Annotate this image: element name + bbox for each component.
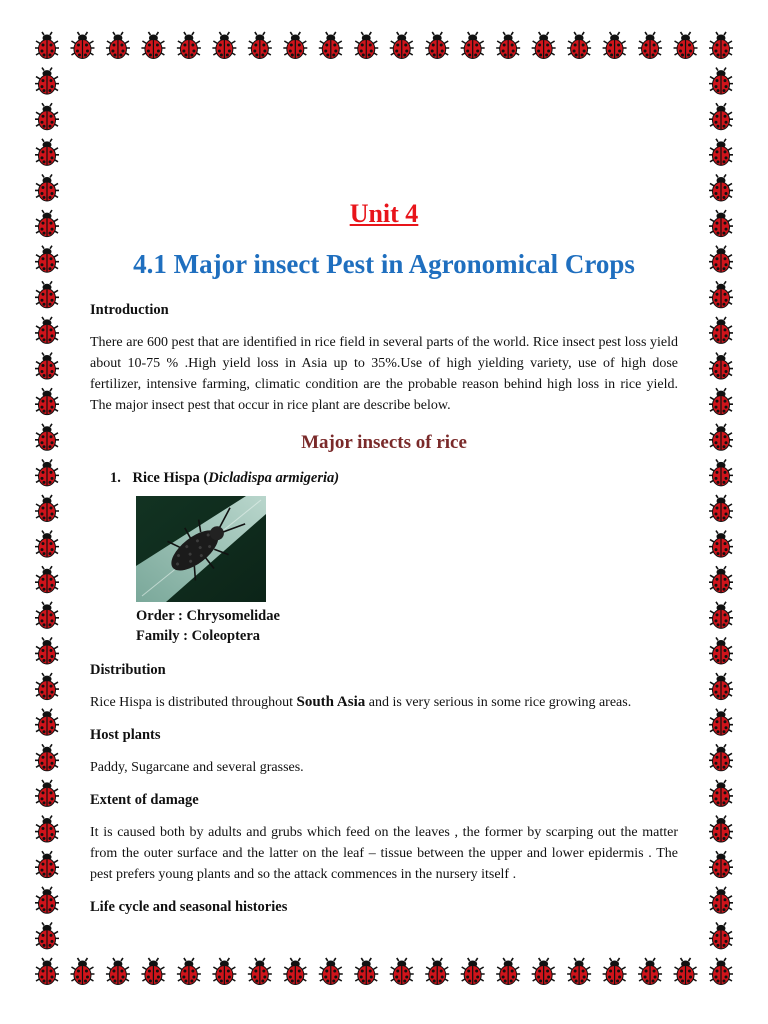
ladybug-icon (35, 210, 59, 237)
ladybug-icon (496, 958, 520, 985)
ladybug-icon (35, 459, 59, 486)
beetle-photo (136, 496, 266, 602)
ladybug-icon (35, 317, 59, 344)
ladybug-icon (177, 958, 201, 985)
ladybug-icon (390, 32, 414, 59)
ladybug-icon (35, 68, 59, 95)
ladybug-icon (35, 139, 59, 166)
ladybug-icon (248, 32, 272, 59)
ladybug-icon (354, 958, 378, 985)
ladybug-icon (709, 459, 733, 486)
ladybug-icon (35, 388, 59, 415)
ladybug-icon (709, 709, 733, 736)
ladybug-icon (212, 958, 236, 985)
ladybug-icon (212, 32, 236, 59)
ladybug-icon (248, 958, 272, 985)
distribution-text-before: Rice Hispa is distributed throughout (90, 695, 297, 710)
ladybug-icon (70, 958, 94, 985)
ladybug-icon (35, 637, 59, 664)
ladybug-icon (496, 32, 520, 59)
ladybug-icon (283, 958, 307, 985)
ladybug-icon (425, 32, 449, 59)
ladybug-icon (35, 816, 59, 843)
ladybug-icon (141, 958, 165, 985)
ladybug-icon (35, 887, 59, 914)
ladybug-icon (532, 958, 556, 985)
ladybug-icon (141, 32, 165, 59)
ladybug-icon (709, 744, 733, 771)
item-scientific-name: Dicladispa armigeria) (208, 470, 340, 486)
ladybug-icon (35, 531, 59, 558)
ladybug-icon (709, 602, 733, 629)
extent-of-damage-text: It is caused both by adults and grubs which feed on the leaves , the former by scarping out the matter from the outer surface and the latter on the leaf – tissue between the upper and lower epidermis . The pest prefers young plants and so the attack commences in the nursery itself . (90, 825, 678, 882)
ladybug-icon (567, 32, 591, 59)
ladybug-icon (35, 673, 59, 700)
ladybug-icon (709, 816, 733, 843)
ladybug-icon (709, 139, 733, 166)
ladybug-icon (709, 851, 733, 878)
ladybug-icon (319, 32, 343, 59)
ladybug-icon (319, 958, 343, 985)
unit-title: Unit 4 (349, 199, 419, 228)
ladybug-icon (35, 103, 59, 130)
ladybug-icon (709, 246, 733, 273)
ladybug-icon (709, 353, 733, 380)
item-number: 1. (110, 470, 121, 486)
ladybug-icon (532, 32, 556, 59)
ladybug-icon (35, 780, 59, 807)
ladybug-icon (603, 32, 627, 59)
ladybug-icon (709, 958, 733, 985)
ladybug-icon (709, 281, 733, 308)
ladybug-icon (425, 958, 449, 985)
ladybug-icon (709, 922, 733, 949)
ladybug-icon (35, 353, 59, 380)
ladybug-icon (70, 32, 94, 59)
ladybug-icon (35, 566, 59, 593)
ladybug-icon (461, 32, 485, 59)
ladybug-icon (106, 32, 130, 59)
ladybug-icon (106, 958, 130, 985)
item-title (110, 468, 678, 488)
ladybug-icon (709, 495, 733, 522)
ladybug-icon (35, 174, 59, 201)
introduction-text: There are 600 pest that are identified in rice field in several parts of the world. Rice insect pest loss yield about 10-75 % .High yield loss in Asia up to 35%.Use of high yielding variety, use of high dose fertilizer, intensive farming, climatic condition are the probable reason behind high loss in rice yield. The major insect pest that occur in rice plant are describe below. (90, 335, 678, 413)
ladybug-icon (709, 174, 733, 201)
ladybug-icon (638, 32, 662, 59)
ladybug-icon (35, 495, 59, 522)
ladybug-icon (674, 32, 698, 59)
ladybug-icon (709, 637, 733, 664)
section-title: Major insects of rice (301, 432, 467, 453)
ladybug-icon (709, 210, 733, 237)
ladybug-icon (709, 531, 733, 558)
ladybug-icon (603, 958, 627, 985)
ladybug-icon (35, 32, 59, 59)
ladybug-icon (35, 424, 59, 451)
distribution-region: South Asia (296, 694, 366, 710)
ladybug-icon (35, 958, 59, 985)
ladybug-icon (35, 744, 59, 771)
ladybug-icon (709, 887, 733, 914)
ladybug-icon (709, 388, 733, 415)
extent-of-damage-heading: Extent of damage (90, 792, 199, 808)
distribution-heading: Distribution (90, 662, 166, 678)
ladybug-icon (709, 317, 733, 344)
ladybug-icon (35, 281, 59, 308)
host-plants-text: Paddy, Sugarcane and several grasses. (90, 760, 304, 775)
ladybug-icon (354, 32, 378, 59)
ladybug-icon (709, 424, 733, 451)
family-label: Family : Coleoptera (136, 628, 261, 644)
ladybug-icon (709, 673, 733, 700)
ladybug-icon (35, 709, 59, 736)
ladybug-icon (35, 602, 59, 629)
distribution-text-after: and is very serious in some rice growing areas. (365, 695, 632, 710)
host-plants-heading: Host plants (90, 727, 161, 743)
ladybug-icon (35, 851, 59, 878)
ladybug-icon (461, 958, 485, 985)
ladybug-icon (709, 780, 733, 807)
ladybug-icon (390, 958, 414, 985)
main-title: 4.1 Major insect Pest in Agronomical Crops (133, 249, 635, 279)
ladybug-icon (638, 958, 662, 985)
order-label: Order : Chrysomelidae (136, 608, 280, 624)
introduction-heading: Introduction (90, 302, 169, 318)
ladybug-icon (567, 958, 591, 985)
page-content (90, 196, 678, 917)
ladybug-icon (283, 32, 307, 59)
ladybug-icon (35, 922, 59, 949)
ladybug-icon (35, 246, 59, 273)
life-cycle-heading: Life cycle and seasonal histories (90, 899, 288, 915)
item-name: Rice Hispa ( (132, 470, 209, 486)
ladybug-icon (709, 566, 733, 593)
ladybug-icon (709, 32, 733, 59)
ladybug-icon (674, 958, 698, 985)
ladybug-icon (177, 32, 201, 59)
distribution-text (90, 692, 678, 713)
ladybug-icon (709, 103, 733, 130)
ladybug-icon (709, 68, 733, 95)
